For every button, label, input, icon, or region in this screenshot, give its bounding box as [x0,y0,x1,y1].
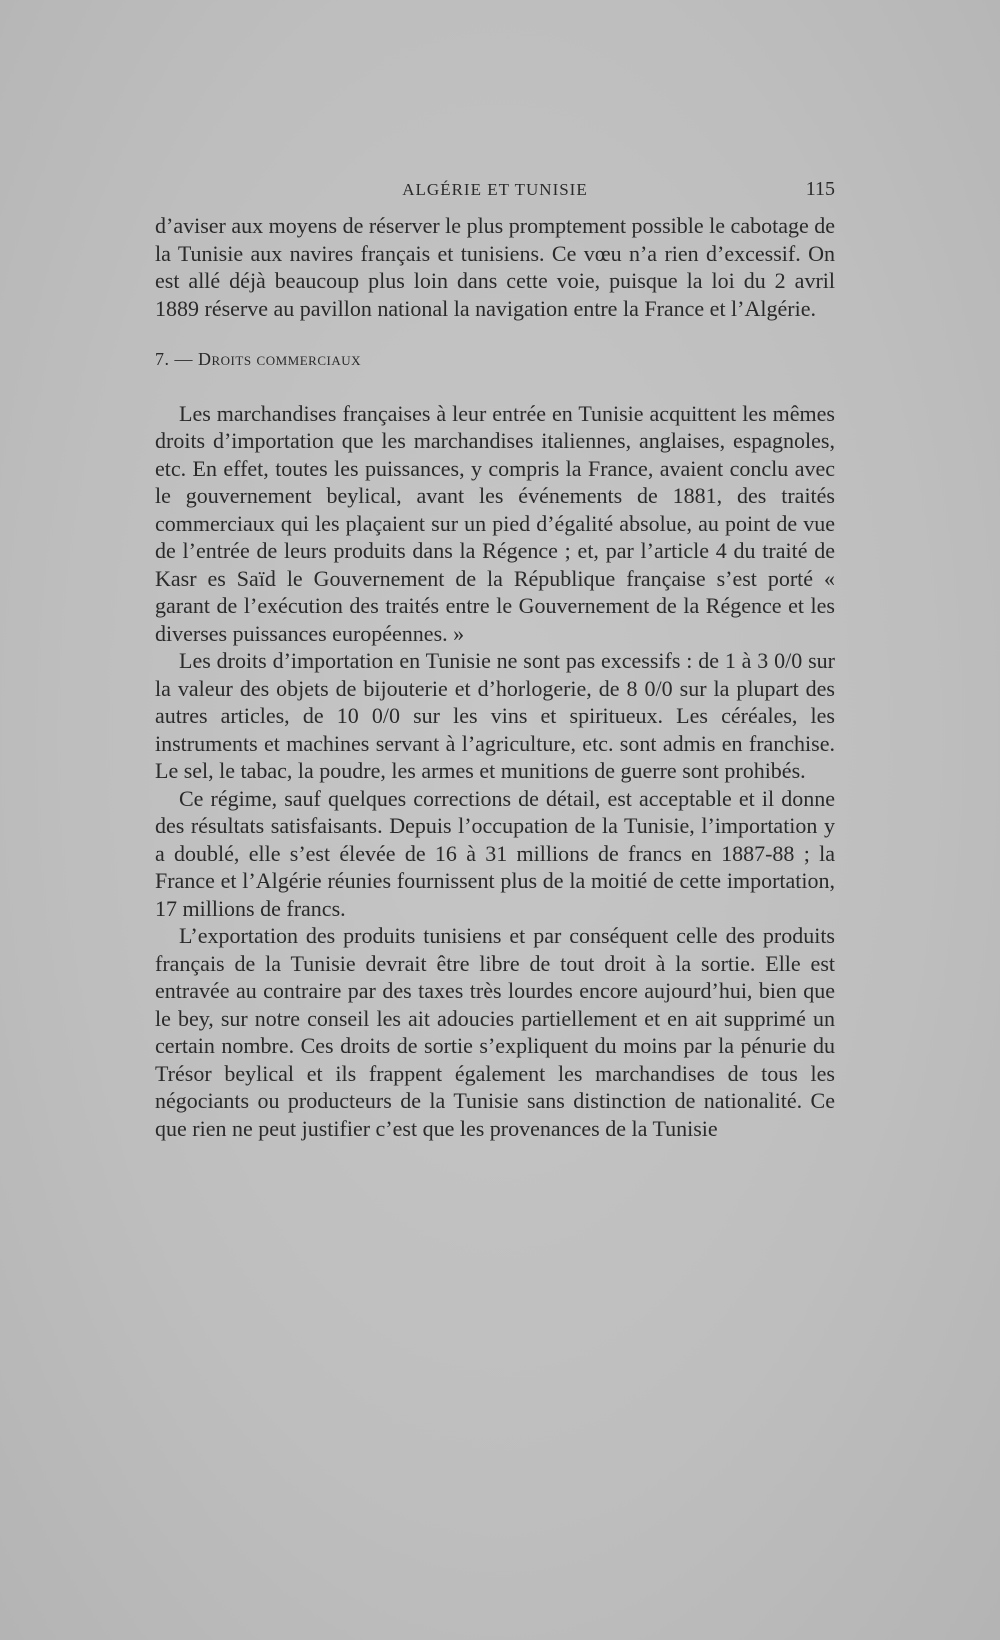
paragraph: Ce régime, sauf quelques corrections de détail, est acceptable et il donne des résultats satisfaisants. Depuis l’occupation de la Tunisie, l’importation y a doublé, elle s’est élevée de 16 à 31 millions de francs en 1887-88 ; la France et l’Algérie réunies fournissent plus de la moitié de cette importation, 17 millions de francs. [155,785,835,921]
paragraph: L’exportation des produits tunisiens et par conséquent celle des produits français de la Tunisie devrait être libre de tout droit à la sortie. Elle est entravée au contraire par des taxes très lourdes encore aujourd’hui, bien que le bey, sur notre conseil les ait adoucies partiellement et en ait supprimé un certain nombre. Ces droits de sortie s’expliquent du moins par la pénurie du Trésor beylical et ils frappent également les marchandises de tous les négociants ou producteurs de la Tunisie sans distinction de nationalité. Ce que rien ne peut justifier c’est que les provenances de la Tunisie [155,923,835,1141]
running-title: ALGÉRIE ET TUNISIE [402,180,588,199]
paragraph-continued: d’aviser aux moyens de réserver le plus promptement possible le cabotage de la Tunisie aux navires français et tunisiens. Ce vœu n’a rien d’excessif. On est allé déjà beaucoup plus loin dans cette voie, puisque la loi du 2 avril 1889 réserve au pavillon national la navigation entre la France et l’Algérie. [155,213,835,321]
body-text [155,212,835,1142]
running-header [155,180,835,206]
page-number: 115 [805,178,835,200]
paragraph: Les droits d’importation en Tunisie ne sont pas excessifs : de 1 à 3 0/0 sur la valeur des objets de bijouterie et d’horlogerie, de 8 0/0 sur la plupart des autres articles, de 10 0/0 sur les vins et spiritueux. Les céréales, les instruments et machines servant à l’agriculture, etc. sont admis en franchise. Le sel, le tabac, la poudre, les armes et munitions de guerre sont prohibés. [155,648,835,783]
paragraph: Les marchandises françaises à leur entrée en Tunisie acquittent les mêmes droits d’importation que les marchandises italiennes, anglaises, espagnoles, etc. En effet, toutes les puissances, y compris la France, avaient conclu avec le gouvernement beylical, avant les événements de 1881, des traités commerciaux qui les plaçaient sur un pied d’égalité absolue, au point de vue de l’entrée de leurs produits dans la Régence ; et, par l’article 4 du traité de Kasr es Saïd le Gouvernement de la République française s’est porté « garant de l’exécution des traités entre le Gouvernement de la Régence et les diverses puissances européennes. » [155,400,835,646]
section-heading: 7. — Droits commerciaux [155,349,362,369]
